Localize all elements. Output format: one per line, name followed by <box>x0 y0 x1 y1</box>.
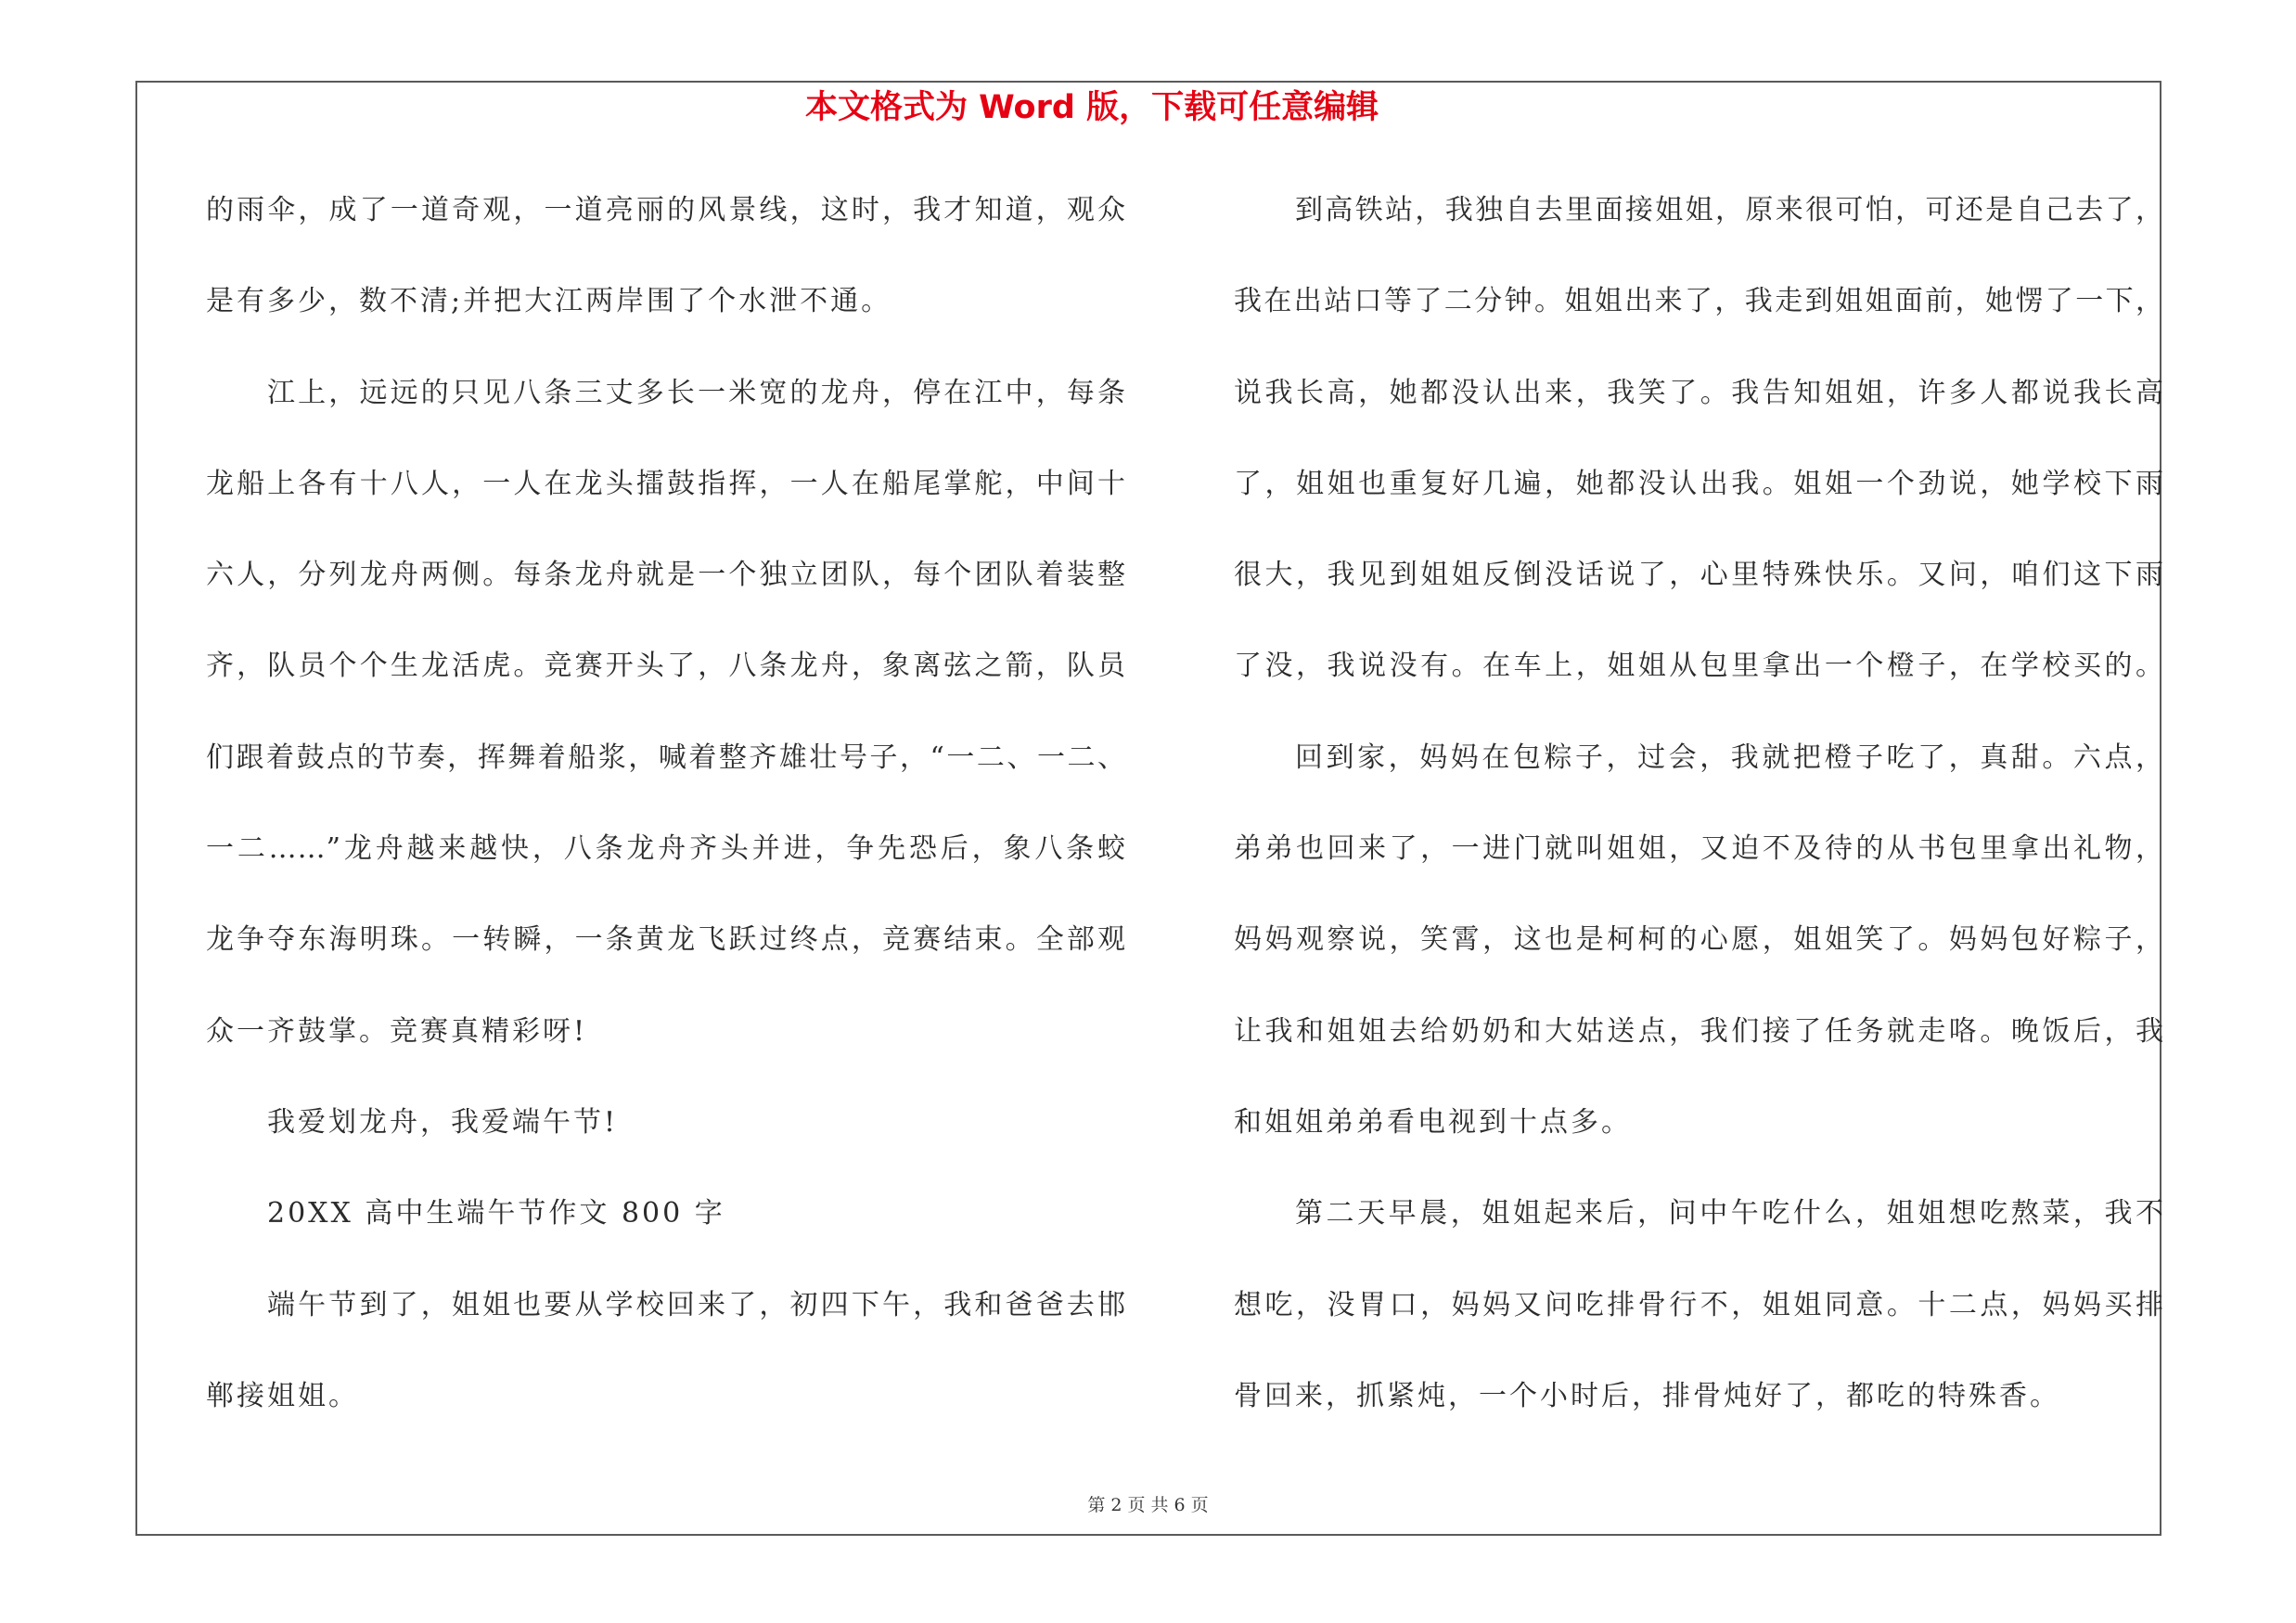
text-line: 了没，我说没有。在车上，姐姐从包里拿出一个橙子，在学校买的。 <box>1234 650 2164 683</box>
text-line: 第二天早晨，姐姐起来后，问中午吃什么，姐姐想吃熬菜，我不 <box>1295 1197 2164 1230</box>
left-text-column <box>206 165 1126 1442</box>
paragraph <box>206 348 1126 1077</box>
text-line: 众一齐鼓掌。竞赛真精彩呀! <box>206 1014 588 1048</box>
text-line: 让我和姐姐去给奶奶和大姑送点，我们接了任务就走咯。晚饭后，我 <box>1234 1014 2164 1048</box>
text-line: 齐，队员个个生龙活虎。竞赛开头了，八条龙舟，象离弦之箭，队员 <box>206 650 1126 683</box>
text-line: 们跟着鼓点的节奏，挥舞着船浆，喊着整齐雄壮号子，“一二、一二、 <box>206 741 1126 774</box>
essay-title <box>206 1168 1126 1259</box>
paragraph <box>1234 713 2164 1168</box>
text-line: 回到家，妈妈在包粽子，过会，我就把橙子吃了，真甜。六点， <box>1295 741 2164 774</box>
page-number-footer: 第 2 页 共 6 页 <box>1087 1495 1209 1515</box>
text-line: 的雨伞，成了一道奇观，一道亮丽的风景线，这时，我才知道，观众 <box>206 194 1126 226</box>
text-line: 到高铁站，我独自去里面接姐姐，原来很可怕，可还是自己去了， <box>1295 194 2164 226</box>
text-line: 和姐姐弟弟看电视到十点多。 <box>1234 1105 1632 1139</box>
text-line: 我在出站口等了二分钟。姐姐出来了，我走到姐姐面前，她愣了一下， <box>1234 285 2164 318</box>
text-line: 20XX 高中生端午节作文 800 字 <box>267 1197 725 1230</box>
paragraph <box>1234 1168 2164 1442</box>
text-line: 妈妈观察说，笑霄，这也是柯柯的心愿，姐姐笑了。妈妈包好粽子， <box>1234 923 2164 957</box>
text-line: 一二……”龙舟越来越快，八条龙舟齐头并进，争先恐后，象八条蛟 <box>206 832 1126 866</box>
text-line: 说我长高，她都没认出来，我笑了。我告知姐姐，许多人都说我长高 <box>1234 376 2164 409</box>
text-line: 龙船上各有十八人，一人在龙头擂鼓指挥，一人在船尾掌舵，中间十 <box>206 467 1126 500</box>
text-line: 我爱划龙舟，我爱端午节! <box>267 1105 619 1139</box>
right-text-column <box>1234 165 2164 1442</box>
paragraph <box>206 1260 1126 1443</box>
text-line: 骨回来，抓紧炖，一个小时后，排骨炖好了，都吃的特殊香。 <box>1234 1379 2060 1412</box>
paragraph <box>206 1077 1126 1168</box>
text-line: 了，姐姐也重复好几遍，她都没认出我。姐姐一个劲说，她学校下雨 <box>1234 467 2164 500</box>
format-notice-header: 本文格式为 Word 版，下载可任意编辑 <box>805 89 1379 126</box>
text-line: 郸接姐姐。 <box>206 1379 359 1412</box>
text-line: 想吃，没胃口，妈妈又问吃排骨行不，姐姐同意。十二点，妈妈买排 <box>1234 1288 2164 1321</box>
text-line: 江上，远远的只见八条三丈多长一米宽的龙舟，停在江中，每条 <box>267 376 1126 409</box>
text-line: 六人，分列龙舟两侧。每条龙舟就是一个独立团队，每个团队着装整 <box>206 559 1126 592</box>
paragraph <box>206 165 1126 348</box>
text-line: 端午节到了，姐姐也要从学校回来了，初四下午，我和爸爸去邯 <box>267 1288 1126 1321</box>
paragraph <box>1234 165 2164 713</box>
text-line: 很大，我见到姐姐反倒没话说了，心里特殊快乐。又问，咱们这下雨 <box>1234 559 2164 592</box>
text-line: 是有多少，数不清;并把大江两岸围了个水泄不通。 <box>206 285 892 318</box>
text-line: 弟弟也回来了，一进门就叫姐姐，又迫不及待的从书包里拿出礼物， <box>1234 832 2164 866</box>
text-line: 龙争夺东海明珠。一转瞬，一条黄龙飞跃过终点，竞赛结束。全部观 <box>206 923 1126 957</box>
